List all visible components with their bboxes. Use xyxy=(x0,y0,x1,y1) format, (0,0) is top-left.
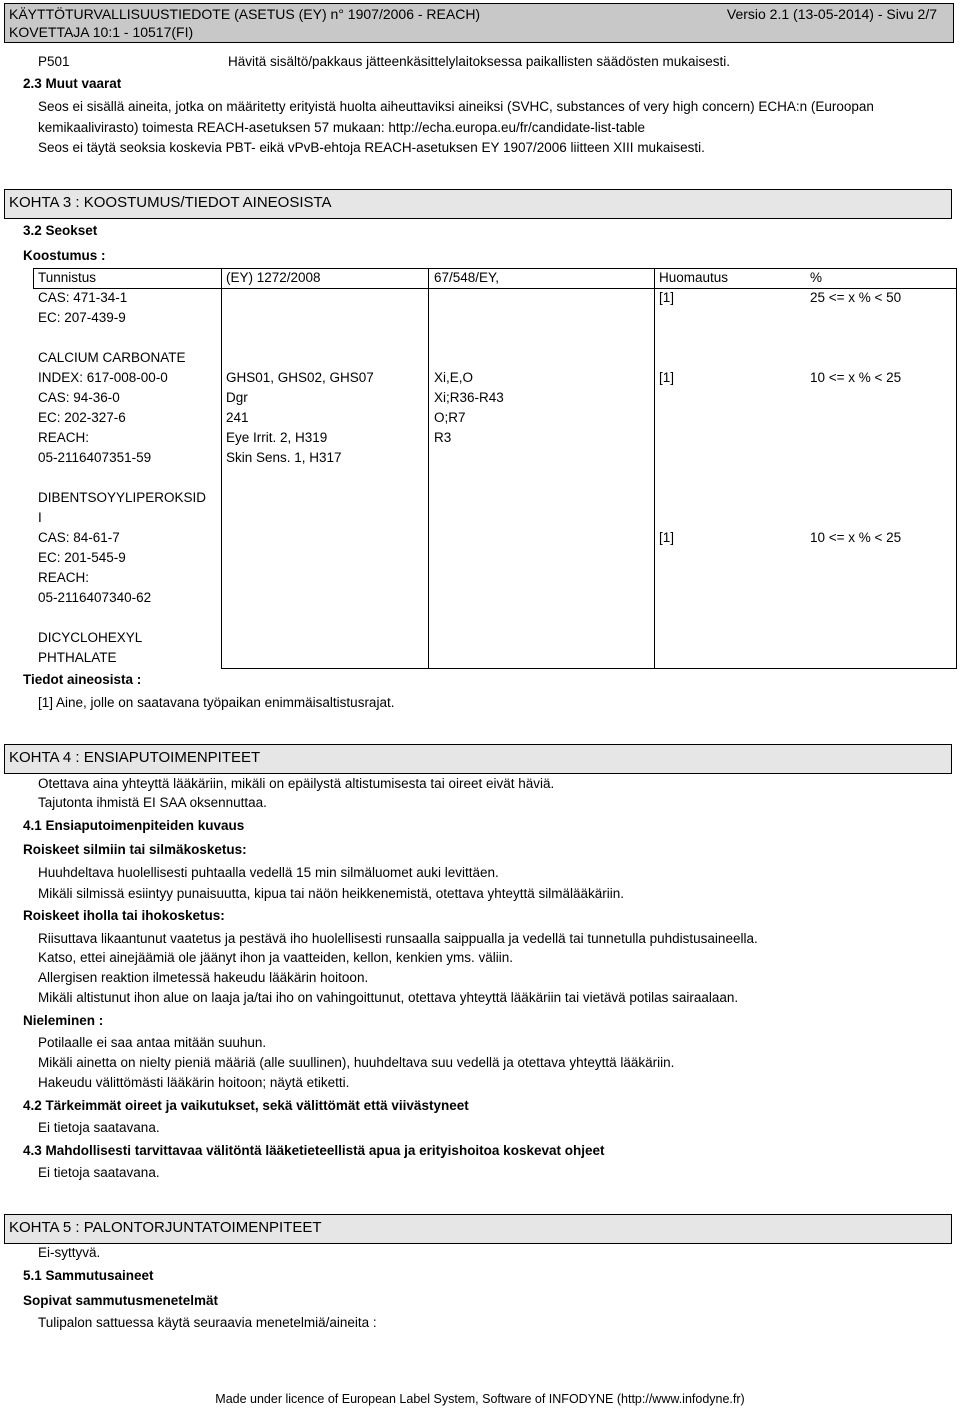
eye-contact-text-2: Mikäli silmissä esiintyy punaisuutta, kipua tai näön heikkenemistä, otettava yhteyttä silmälääkäriin. xyxy=(38,886,625,901)
subsection-2-3-heading: 2.3 Muut vaarat xyxy=(23,76,122,91)
table-cell: R3 xyxy=(434,430,452,445)
table-cell: 10 <= x % < 25 xyxy=(810,370,902,385)
section-3-header xyxy=(4,189,952,219)
ingredient-info-text: [1] Aine, jolle on saatavana työpaikan enimmäisaltistusrajat. xyxy=(38,695,395,710)
ingestion-text-3: Hakeudu välittömästi lääkärin hoitoon; näytä etiketti. xyxy=(38,1075,350,1090)
column-header-identification: Tunnistus xyxy=(38,270,97,285)
composition-label: Koostumus : xyxy=(23,248,106,263)
table-cell: O;R7 xyxy=(434,410,466,425)
table-cell: REACH: xyxy=(38,570,90,585)
skin-contact-text-4: Mikäli altistunut ihon alue on laaja ja/tai iho on vahingoittunut, otettava yhteyttä lääkäriin tai vietävä potilas sairaalaan. xyxy=(38,990,739,1005)
section-4-title: KOHTA 4 : ENSIAPUTOIMENPITEET xyxy=(9,749,261,766)
table-cell: Skin Sens. 1, H317 xyxy=(226,450,342,465)
table-cell: 241 xyxy=(226,410,249,425)
section-5-title: KOHTA 5 : PALONTORJUNTATOIMENPITEET xyxy=(9,1219,322,1236)
skin-contact-text-2: Katso, ettei ainejäämiä ole jäänyt ihon ja vaatteiden, kellon, kenkien yms. väliin. xyxy=(38,950,514,965)
table-cell: 05-2116407351-59 xyxy=(38,450,152,465)
table-cell: EC: 202-327-6 xyxy=(38,410,126,425)
extinguishing-media-text: Tulipalon sattuessa käytä seuraavia menetelmiä/aineita : xyxy=(38,1315,377,1330)
table-cell: CALCIUM CARBONATE xyxy=(38,350,186,365)
table-cell: Xi;R36-R43 xyxy=(434,390,504,405)
ingestion-text-1: Potilaalle ei saa antaa mitään suuhun. xyxy=(38,1035,267,1050)
table-cell: Eye Irrit. 2, H319 xyxy=(226,430,328,445)
column-header-dsd: 67/548/EY, xyxy=(434,270,500,285)
skin-contact-text-3: Allergisen reaktion ilmetessä hakeudu lääkärin hoitoon. xyxy=(38,970,369,985)
column-header-percent: % xyxy=(810,270,823,285)
svhc-text-line1: Seos ei sisällä aineita, jotka on määritetty erityistä huolta aiheuttaviksi aineiksi (SVHC, substances of very high concern) ECHA:n (Euroopan xyxy=(38,99,874,114)
table-cell: DIBENTSOYYLIPEROKSID xyxy=(38,490,207,505)
subsection-4-3-text: Ei tietoja saatavana. xyxy=(38,1165,160,1180)
skin-contact-label: Roiskeet iholla tai ihokosketus: xyxy=(23,908,225,923)
eye-contact-label: Roiskeet silmiin tai silmäkosketus: xyxy=(23,842,247,857)
table-cell: 25 <= x % < 50 xyxy=(810,290,902,305)
subsection-4-3-heading: 4.3 Mahdollisesti tarvittavaa välitöntä lääketieteellistä apua ja erityishoitoa koskevat ohjeet xyxy=(23,1143,605,1158)
table-cell: GHS01, GHS02, GHS07 xyxy=(226,370,374,385)
table-cell: DICYCLOHEXYL xyxy=(38,630,143,645)
skin-contact-text-1: Riisuttava likaantunut vaatetus ja pestävä iho huolellisesti runsaalla saippualla ja vedellä tai tunnetulla puhdistusaineella. xyxy=(38,931,758,946)
section-4-header xyxy=(4,744,952,774)
column-header-clp: (EY) 1272/2008 xyxy=(226,270,321,285)
section-5-header xyxy=(4,1214,952,1244)
table-cell: CAS: 94-36-0 xyxy=(38,390,120,405)
extinguishing-media-label: Sopivat sammutusmenetelmät xyxy=(23,1293,219,1308)
p501-text: Hävitä sisältö/pakkaus jätteenkäsittelylaitoksessa paikallisten säädösten mukaisesti. xyxy=(228,54,731,69)
p501-code: P501 xyxy=(38,54,70,69)
first-aid-intro-1: Otettava aina yhteyttä lääkäriin, mikäli on epäilystä altistumisesta tai oireet eivät häviä. xyxy=(38,776,555,791)
section-5-text-1: Ei-syttyvä. xyxy=(38,1245,101,1260)
svhc-text-line2: kemikaalivirasto) toimesta REACH-asetuksen 57 mukaan: http://echa.europa.eu/fr/candidate-list-table xyxy=(38,120,646,135)
column-header-note: Huomautus xyxy=(659,270,729,285)
product-name: KOVETTAJA 10:1 - 10517(FI) xyxy=(9,24,194,40)
subsection-3-2-heading: 3.2 Seokset xyxy=(23,223,98,238)
version-info: Versio 2.1 (13-05-2014) - Sivu 2/7 xyxy=(726,6,937,22)
section-3-title: KOHTA 3 : KOOSTUMUS/TIEDOT AINEOSISTA xyxy=(9,194,332,211)
ingestion-text-2: Mikäli ainetta on nielty pieniä määriä (alle suullinen), huuhdeltava suu vedellä ja otettava yhteyttä lääkäriin. xyxy=(38,1055,675,1070)
table-cell: CAS: 471-34-1 xyxy=(38,290,128,305)
table-cell: Xi,E,O xyxy=(434,370,474,385)
ingredient-info-label: Tiedot aineosista : xyxy=(23,672,142,687)
composition-table xyxy=(33,268,957,669)
table-cell: CAS: 84-61-7 xyxy=(38,530,120,545)
table-cell: EC: 207-439-9 xyxy=(38,310,126,325)
document-title: KÄYTTÖTURVALLISUUSTIEDOTE (ASETUS (EY) n° 1907/2006 - REACH) xyxy=(9,6,481,22)
table-cell: [1] xyxy=(659,530,675,545)
subsection-4-2-text: Ei tietoja saatavana. xyxy=(38,1120,160,1135)
table-cell: PHTHALATE xyxy=(38,650,117,665)
document-header xyxy=(4,3,954,43)
subsection-5-1-heading: 5.1 Sammutusaineet xyxy=(23,1268,154,1283)
table-cell: [1] xyxy=(659,290,675,305)
table-cell: INDEX: 617-008-00-0 xyxy=(38,370,168,385)
table-cell: 05-2116407340-62 xyxy=(38,590,152,605)
table-cell: 10 <= x % < 25 xyxy=(810,530,902,545)
subsection-4-1-heading: 4.1 Ensiaputoimenpiteiden kuvaus xyxy=(23,818,245,833)
eye-contact-text-1: Huuhdeltava huolellisesti puhtaalla vedellä 15 min silmäluomet auki levittäen. xyxy=(38,865,499,880)
subsection-4-2-heading: 4.2 Tärkeimmät oireet ja vaikutukset, sekä välittömät että viivästyneet xyxy=(23,1098,469,1113)
table-cell: REACH: xyxy=(38,430,90,445)
table-cell: [1] xyxy=(659,370,675,385)
table-cell: I xyxy=(38,510,42,525)
ingestion-label: Nieleminen : xyxy=(23,1013,104,1028)
pbt-text: Seos ei täytä seoksia koskevia PBT- eikä vPvB-ehtoja REACH-asetuksen EY 1907/2006 liitteen XIII mukaisesti. xyxy=(38,140,705,155)
first-aid-intro-2: Tajutonta ihmistä EI SAA oksennuttaa. xyxy=(38,795,267,810)
table-cell: Dgr xyxy=(226,390,248,405)
page-footer: Made under licence of European Label System, Software of INFODYNE (http://www.infodyne.fr) xyxy=(215,1392,745,1406)
table-cell: EC: 201-545-9 xyxy=(38,550,126,565)
